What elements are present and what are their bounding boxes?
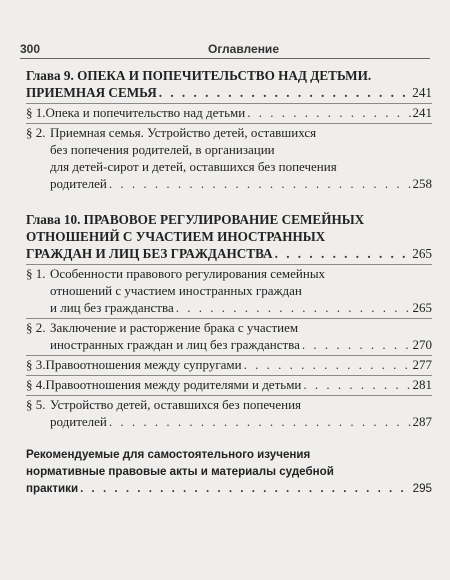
- page-ref: 241: [412, 85, 432, 100]
- section-mark: § 3.: [26, 357, 46, 372]
- chapter-line: [26, 228, 432, 245]
- running-title: Оглавление: [208, 42, 279, 56]
- rec-line: [26, 480, 432, 497]
- chapter-line: [26, 84, 432, 101]
- chapter-line: [26, 211, 432, 228]
- chapter-entry[interactable]: [26, 211, 432, 262]
- page-ref: 287: [412, 414, 432, 429]
- section-text: Приемная семья. Устройство детей, оставшихся: [50, 125, 317, 140]
- section-entry[interactable]: [26, 319, 432, 353]
- section-line: [26, 141, 432, 158]
- section-mark: § 1.: [26, 105, 46, 120]
- page-ref: 265: [412, 246, 432, 261]
- section-text: для детей-сирот и детей, оставшихся без попечения: [50, 159, 337, 174]
- section-text: отношений с участием иностранных граждан: [50, 283, 302, 298]
- section-mark: § 4.: [26, 377, 46, 392]
- spacer: [26, 430, 432, 446]
- section-text: родителей: [50, 176, 107, 191]
- section-mark: § 2.: [26, 125, 46, 140]
- running-head: [20, 40, 430, 58]
- section-text: Заключение и расторжение брака с участием: [50, 320, 299, 335]
- section-line: [26, 124, 432, 141]
- section-entry[interactable]: [26, 356, 432, 373]
- chapter-text: ОТНОШЕНИЙ С УЧАСТИЕМ ИНОСТРАННЫХ: [26, 229, 326, 244]
- section-text: Устройство детей, оставшихся без попечения: [50, 397, 302, 412]
- dot-leader: [302, 336, 411, 353]
- section-entry[interactable]: [26, 376, 432, 393]
- dot-leader: [247, 104, 410, 121]
- page-ref: 295: [412, 482, 432, 495]
- chapter-text: Глава 10. ПРАВОВОЕ РЕГУЛИРОВАНИЕ СЕМЕЙНЫХ: [26, 212, 365, 227]
- dot-leader: [244, 356, 411, 373]
- rec-text: Рекомендуемые для самостоятельного изучения: [26, 448, 311, 461]
- section-text: Правоотношения между супругами: [45, 357, 242, 372]
- section-line: [26, 158, 432, 175]
- chapter-line: [26, 67, 432, 84]
- rec-line: [26, 463, 432, 480]
- table-of-contents: [26, 67, 432, 497]
- section-entry[interactable]: [26, 124, 432, 192]
- section-entry[interactable]: [26, 265, 432, 316]
- chapter-text: ГРАЖДАН И ЛИЦ БЕЗ ГРАЖДАНСТВА: [26, 246, 273, 261]
- page-ref: 258: [412, 176, 432, 191]
- dot-leader: [275, 245, 411, 262]
- section-line: [26, 356, 432, 373]
- section-text: и лиц без гражданства: [50, 300, 174, 315]
- chapter-line: [26, 245, 432, 262]
- chapter-text: ПРИЕМНАЯ СЕМЬЯ: [26, 85, 157, 100]
- page-ref: 270: [412, 337, 432, 352]
- section-entry[interactable]: [26, 396, 432, 430]
- section-line: [26, 376, 432, 393]
- section-line: [26, 319, 432, 336]
- rec-text: нормативные правовые акты и материалы судебной: [26, 465, 334, 478]
- rec-entry[interactable]: [26, 446, 432, 497]
- page-ref: 281: [412, 377, 432, 392]
- page-ref: 241: [412, 105, 432, 120]
- section-text: родителей: [50, 414, 107, 429]
- section-line: [26, 175, 432, 192]
- dot-leader: [303, 376, 410, 393]
- section-line: [26, 299, 432, 316]
- page-ref: 265: [412, 300, 432, 315]
- dot-leader: [159, 84, 410, 101]
- dot-leader: [176, 299, 411, 316]
- section-text: иностранных граждан и лиц без гражданства: [50, 337, 300, 352]
- section-text: Опека и попечительство над детьми: [45, 105, 246, 120]
- page-number: 300: [20, 42, 41, 56]
- section-mark: § 1.: [26, 266, 46, 281]
- section-text: Особенности правового регулирования семейных: [50, 266, 326, 281]
- rec-line: [26, 446, 432, 463]
- header-rule: [20, 58, 430, 59]
- section-text: без попечения родителей, в организации: [50, 142, 275, 157]
- section-entry[interactable]: [26, 104, 432, 121]
- dot-leader: [109, 175, 411, 192]
- chapter-text: Глава 9. ОПЕКА И ПОПЕЧИТЕЛЬСТВО НАД ДЕТЬМИ.: [26, 68, 372, 83]
- spacer: [26, 192, 432, 211]
- chapter-entry[interactable]: [26, 67, 432, 101]
- section-line: [26, 396, 432, 413]
- dot-leader: [109, 413, 411, 430]
- rec-text: практики: [26, 482, 79, 495]
- page-ref: 277: [412, 357, 432, 372]
- dot-leader: [80, 480, 411, 497]
- section-line: [26, 104, 432, 121]
- section-mark: § 2.: [26, 320, 46, 335]
- section-mark: § 5.: [26, 397, 46, 412]
- section-text: Правоотношения между родителями и детьми: [45, 377, 302, 392]
- section-line: [26, 413, 432, 430]
- section-line: [26, 265, 432, 282]
- section-line: [26, 282, 432, 299]
- section-line: [26, 336, 432, 353]
